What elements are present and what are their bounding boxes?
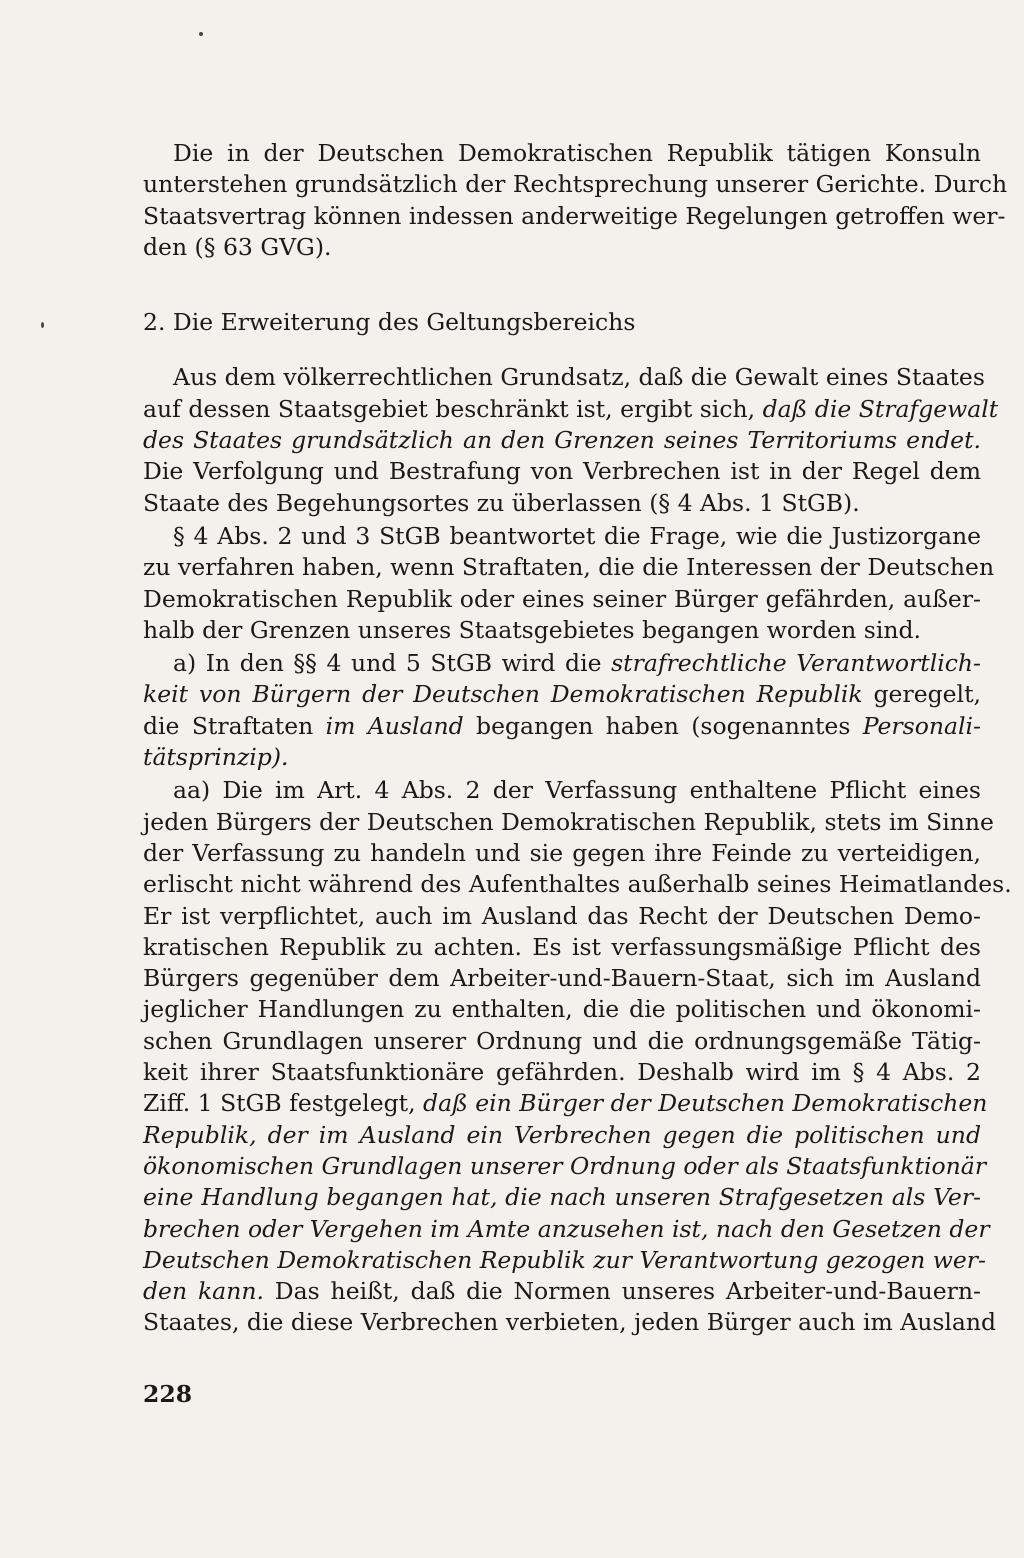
text-line: kratischen Republik zu achten. Es ist verfassungsmäßige Pflicht des bbox=[143, 932, 981, 961]
text-line bbox=[143, 1276, 981, 1307]
paragraph-constitution-duty bbox=[143, 775, 1012, 1338]
text-line: Staatsvertrag können indessen anderweitige Regelungen getroffen wer- bbox=[143, 201, 1006, 230]
emphasis-text: ökonomischen Grundlagen unserer Ordnung oder als Staatsfunktionär bbox=[143, 1151, 987, 1180]
text-line: Die Verfolgung und Bestrafung von Verbrechen ist in der Regel dem bbox=[143, 457, 981, 486]
emphasis-text: brechen oder Vergehen im Amte anzusehen ist, nach den Gesetzen der bbox=[143, 1214, 990, 1243]
text-line bbox=[143, 648, 981, 679]
text-run: a) In den §§ 4 und 5 StGB wird die bbox=[173, 649, 612, 678]
paragraph-principle bbox=[143, 362, 999, 518]
text-line: jeglicher Handlungen zu enthalten, die die politischen und ökonomi- bbox=[143, 995, 981, 1024]
text-line: Die in der Deutschen Demokratischen Republik tätigen Konsuln bbox=[173, 139, 981, 167]
text-line: zu verfahren haben, wenn Straftaten, die die Interessen der Deutschen bbox=[143, 553, 995, 582]
scan-speck bbox=[199, 32, 203, 36]
text-run: geregelt, bbox=[862, 680, 981, 709]
text-line bbox=[143, 1088, 988, 1119]
emphasis-text: daß die Strafgewalt bbox=[762, 394, 999, 423]
text-line: Er ist verpflichtet, auch im Ausland das Recht der Deutschen Demo- bbox=[143, 901, 981, 930]
text-line bbox=[143, 742, 981, 773]
text-line: unterstehen grundsätzlich der Rechtsprechung unserer Gerichte. Durch bbox=[143, 170, 1008, 199]
text-line bbox=[143, 1245, 986, 1276]
emphasis-text: eine Handlung begangen hat, die nach unseren Strafgesetzen als Ver- bbox=[143, 1183, 981, 1212]
paragraph-question bbox=[143, 521, 995, 646]
paragraph-consuls bbox=[143, 138, 1008, 263]
text-line: schen Grundlagen unserer Ordnung und die ordnungsgemäße Tätig- bbox=[143, 1026, 981, 1055]
text-line: aa) Die im Art. 4 Abs. 2 der Verfassung enthaltene Pflicht eines bbox=[173, 776, 981, 805]
text-run: die Straftaten bbox=[143, 711, 326, 740]
section-heading: 2. Die Erweiterung des Geltungsbereichs bbox=[143, 308, 636, 337]
text-run: Ziff. 1 StGB festgelegt, bbox=[143, 1089, 424, 1118]
text-line bbox=[143, 1182, 981, 1213]
text-line: der Verfassung zu handeln und sie gegen ihre Feinde zu verteidigen, bbox=[143, 838, 981, 867]
text-line: Demokratischen Republik oder eines seiner Bürger gefährden, außer- bbox=[143, 584, 981, 613]
text-line bbox=[143, 1214, 990, 1245]
emphasis-text: keit von Bürgern der Deutschen Demokratischen Republik bbox=[143, 680, 863, 709]
text-line bbox=[143, 1120, 981, 1151]
emphasis-text: im Ausland bbox=[325, 711, 464, 740]
emphasis-text: Personali- bbox=[862, 711, 981, 740]
text-line: erlischt nicht während des Aufenthaltes außerhalb seines Heimatlandes. bbox=[143, 870, 1012, 899]
scan-speck bbox=[41, 322, 44, 328]
paragraph-personality-principle bbox=[143, 648, 981, 773]
emphasis-text: Republik, der im Ausland ein Verbrechen gegen die politischen und bbox=[143, 1120, 981, 1149]
text-run: Das heißt, daß die Normen unseres Arbeiter-und-Bauern- bbox=[263, 1277, 981, 1306]
text-line bbox=[143, 425, 981, 456]
text-line bbox=[143, 1151, 987, 1182]
text-line bbox=[143, 711, 981, 742]
text-line: keit ihrer Staatsfunktionäre gefährden. Deshalb wird im § 4 Abs. 2 bbox=[143, 1058, 981, 1087]
emphasis-text: tätsprinzip). bbox=[143, 743, 289, 772]
emphasis-text: Deutschen Demokratischen Republik zur Verantwortung gezogen wer- bbox=[143, 1245, 986, 1274]
text-line: Staates, die diese Verbrechen verbieten, jeden Bürger auch im Ausland bbox=[143, 1308, 997, 1337]
text-run: begangen haben (sogenanntes bbox=[463, 711, 863, 740]
text-line: Staate des Begehungsortes zu überlassen (§ 4 Abs. 1 StGB). bbox=[143, 488, 860, 517]
text-line: Bürgers gegenüber dem Arbeiter-und-Bauern-Staat, sich im Ausland bbox=[143, 964, 981, 993]
emphasis-text: den kann. bbox=[143, 1277, 264, 1306]
text-line: jeden Bürgers der Deutschen Demokratischen Republik, stets im Sinne bbox=[143, 807, 994, 836]
page-number: 228 bbox=[143, 1380, 193, 1408]
page-body bbox=[143, 138, 1012, 1339]
text-line: den (§ 63 GVG). bbox=[143, 232, 332, 261]
text-line: § 4 Abs. 2 und 3 StGB beantwortet die Frage, wie die Justizorgane bbox=[173, 521, 981, 550]
text-line bbox=[143, 679, 981, 710]
text-line bbox=[143, 394, 999, 425]
text-run: auf dessen Staatsgebiet beschränkt ist, ergibt sich, bbox=[143, 394, 763, 423]
text-line: halb der Grenzen unseres Staatsgebietes begangen worden sind. bbox=[143, 615, 922, 644]
text-line: Aus dem völkerrechtlichen Grundsatz, daß die Gewalt eines Staates bbox=[173, 363, 985, 392]
emphasis-text: strafrechtliche Verantwortlich- bbox=[611, 649, 981, 678]
emphasis-text: des Staates grundsätzlich an den Grenzen seines Territoriums endet. bbox=[143, 426, 981, 455]
emphasis-text: daß ein Bürger der Deutschen Demokratischen bbox=[423, 1089, 988, 1118]
